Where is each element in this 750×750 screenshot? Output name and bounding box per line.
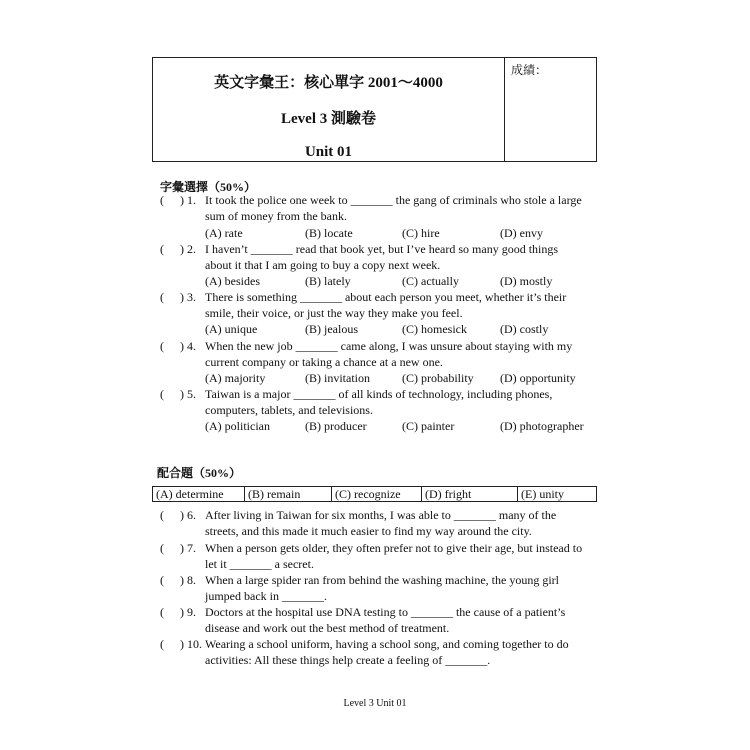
header-box [152,57,597,162]
answer-paren[interactable]: ( [160,242,164,256]
question-text-line: sum of money from the bank. [205,209,347,223]
question-text-line: Taiwan is a major _______ of all kinds of technology, including phones, [205,387,553,401]
question-text-line: Wearing a school uniform, having a school song, and coming together to do [205,637,569,651]
question-text-line: about it that I am going to buy a copy next week. [205,258,441,272]
question-number: ) 2. [180,242,196,256]
option-b: (B) invitation [305,371,370,385]
answer-paren[interactable]: ( [160,193,164,207]
unit-title: Unit 01 [304,144,353,160]
answer-paren[interactable]: ( [160,573,164,587]
word-bank-item: (B) remain [245,487,332,501]
answer-paren[interactable]: ( [160,339,164,353]
answer-paren[interactable]: ( [160,508,164,522]
option-d: (D) photographer [500,419,584,433]
option-b: (B) lately [305,274,351,288]
answer-paren[interactable]: ( [160,637,164,651]
question-text-line: disease and work out the best method of treatment. [205,621,450,635]
question-number: ) 1. [180,193,196,207]
question-number: ) 10. [180,637,202,651]
answer-paren[interactable]: ( [160,387,164,401]
section1-title: 字彙選擇（50%） [160,180,257,194]
option-c: (C) actually [402,274,459,288]
question-text-line: streets, and this made it much easier to find my way around the city. [205,524,532,538]
option-c: (C) hire [402,226,440,240]
option-a: (A) besides [205,274,260,288]
option-b: (B) locate [305,226,353,240]
question-text-line: let it _______ a secret. [205,557,314,571]
question-number: ) 8. [180,573,196,587]
question-number: ) 9. [180,605,196,619]
question-text-line: smile, their voice, or just the way they make you feel. [205,306,463,320]
question-text-line: There is something _______ about each person you meet, whether it’s their [205,290,567,304]
option-c: (C) painter [402,419,455,433]
question-number: ) 3. [180,290,196,304]
question-number: ) 4. [180,339,196,353]
question-text-line: It took the police one week to _______ the gang of criminals who stole a large [205,193,582,207]
option-d: (D) mostly [500,274,553,288]
question-text-line: computers, tablets, and televisions. [205,403,373,417]
question-text-line: Doctors at the hospital use DNA testing to _______ the cause of a patient’s [205,605,566,619]
question-number: ) 5. [180,387,196,401]
option-d: (D) costly [500,322,549,336]
option-b: (B) jealous [305,322,358,336]
word-bank-item: (C) recognize [332,487,422,501]
option-a: (A) unique [205,322,258,336]
question-text-line: When the new job _______ came along, I was unsure about staying with my [205,339,573,353]
option-a: (A) rate [205,226,243,240]
score-label: 成績： [511,63,548,77]
question-text-line: I haven’t _______ read that book yet, but I’ve heard so many good things [205,242,559,256]
option-d: (D) envy [500,226,543,240]
question-number: ) 6. [180,508,196,522]
word-bank [152,486,597,502]
option-d: (D) opportunity [500,371,576,385]
answer-paren[interactable]: ( [160,605,164,619]
question-text-line: jumped back in _______. [205,589,327,603]
question-number: ) 7. [180,541,196,555]
word-bank-item: (E) unity [521,487,564,501]
question-text-line: current company or taking a chance at a new one. [205,355,443,369]
option-c: (C) homesick [402,322,467,336]
test-title: 英文字彙王：核心單字 2001～4000 [214,75,443,91]
section2-title: 配合題（50%） [157,466,242,480]
option-c: (C) probability [402,371,474,385]
option-a: (A) politician [205,419,270,433]
option-a: (A) majority [205,371,266,385]
question-text-line: When a person gets older, they often prefer not to give their age, but instead to [205,541,583,555]
level-title: Level 3 測驗卷 [281,111,376,127]
header-divider [504,58,505,161]
option-b: (B) producer [305,419,367,433]
answer-paren[interactable]: ( [160,290,164,304]
question-text-line: activities: All these things help create a feeling of _______. [205,653,491,667]
answer-paren[interactable]: ( [160,541,164,555]
question-text-line: When a large spider ran from behind the washing machine, the young girl [205,573,560,587]
question-text-line: After living in Taiwan for six months, I was able to _______ many of the [205,508,557,522]
page-footer: Level 3 Unit 01 [343,698,407,709]
word-bank-item: (A) determine [153,487,245,501]
word-bank-item: (D) fright [422,487,518,501]
